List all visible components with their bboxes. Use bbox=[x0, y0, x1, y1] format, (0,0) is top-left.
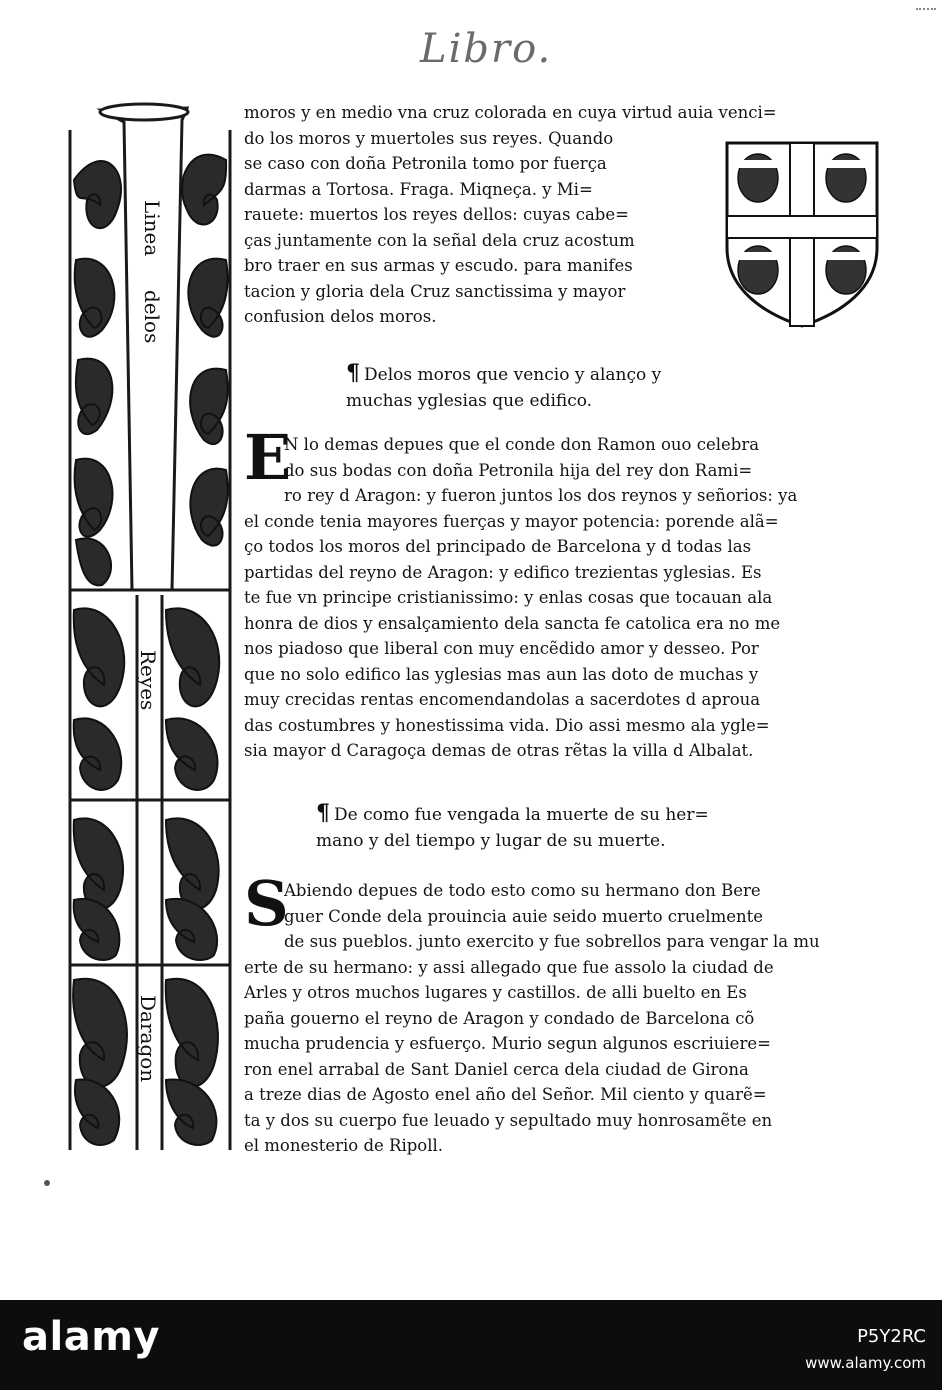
watermark-logo: alamy bbox=[22, 1314, 160, 1360]
pilcrow-icon: ¶ bbox=[346, 360, 360, 386]
text-line: a treze dias de Agosto enel año del Señor. Mil ciento y quarẽ= bbox=[244, 1085, 767, 1104]
text-line: Arles y otros muchos lugares y castillos. de alli buelto en Es bbox=[244, 983, 747, 1002]
scan-speck bbox=[44, 1180, 50, 1186]
heading-line: Delos moros que vencio y alanço y bbox=[364, 365, 662, 385]
text-line: paña gouerno el reyno de Aragon y condado de Barcelona cõ bbox=[244, 1008, 755, 1028]
pilcrow-icon: ¶ bbox=[316, 800, 330, 826]
text-line: que no solo edifico las yglesias mas aun las doto de muchas y bbox=[244, 664, 759, 684]
text-line: mucha prudencia y esfuerço. Murio segun algunos escriuiere= bbox=[244, 1034, 771, 1053]
text-line: el monesterio de Ripoll. bbox=[244, 1136, 444, 1155]
text-line: honra de dios y ensalçamiento dela sancta fe catolica era no me bbox=[244, 613, 781, 633]
border-label-reyes: Reyes bbox=[136, 650, 160, 711]
border-label-delos: delos bbox=[140, 290, 164, 344]
text-line: erte de su hermano: y assi allegado que fue assolo la ciudad de bbox=[244, 957, 774, 977]
heading-line: De como fue vengada la muerte de su her= bbox=[334, 805, 709, 825]
watermark-url: www.alamy.com bbox=[805, 1354, 926, 1372]
running-head: Libro. bbox=[420, 26, 553, 72]
dropcap-initial: E bbox=[244, 421, 292, 494]
text-line: N lo demas depues que el conde don Ramon ouo celebra bbox=[284, 435, 760, 454]
text-line: partidas del reyno de Aragon: y edifico trezientas yglesias. Es bbox=[244, 562, 762, 582]
text-line: das costumbres y honestissima vida. Dio assi mesmo ala ygle= bbox=[244, 715, 770, 735]
text-line: el conde tenia mayores fuerças y mayor potencia: porende alã= bbox=[244, 511, 779, 531]
heading-line: muchas yglesias que edifico. bbox=[346, 391, 593, 411]
text-line: moros y en medio vna cruz colorada en cuya virtud auia venci= bbox=[244, 103, 777, 122]
paragraph-2 bbox=[244, 421, 798, 764]
text-line: guer Conde dela prouincia auie seido muerto cruelmente bbox=[284, 906, 764, 926]
text-line: te fue vn principe cristianissimo: y enlas cosas que tocauan ala bbox=[244, 588, 773, 607]
text-line: sia mayor d Caragoça demas de otras rẽtas la villa d Albalat. bbox=[244, 741, 754, 760]
text-line: ro rey d Aragon: y fueron juntos los dos reynos y señorios: ya bbox=[284, 486, 798, 505]
chapter-heading-2 bbox=[316, 800, 709, 854]
text-line: ron enel arrabal de Sant Daniel cerca dela ciudad de Girona bbox=[244, 1059, 749, 1079]
woodcut-border bbox=[62, 100, 237, 1160]
text-line: darmas a Tortosa. Fraga. Miqneça. y Mi= bbox=[244, 179, 593, 199]
dropcap-initial: S bbox=[244, 867, 289, 940]
text-line: ças juntamente con la señal dela cruz acostum bbox=[244, 230, 635, 250]
text-line: confusion delos moros. bbox=[244, 307, 437, 326]
text-line: Abiendo depues de todo esto como su hermano don Bere bbox=[284, 881, 761, 900]
paragraph-3 bbox=[244, 867, 820, 1159]
chapter-heading-1 bbox=[346, 360, 661, 414]
text-line: se caso con doña Petronila tomo por fuerça bbox=[244, 154, 607, 173]
scan-edge-mark bbox=[916, 8, 936, 14]
text-line: nos piadoso que liberal con muy encẽdido amor y desseo. Por bbox=[244, 639, 759, 658]
border-label-daragon: Daragon bbox=[136, 995, 160, 1083]
text-line: tacion y gloria dela Cruz sanctissima y mayor bbox=[244, 281, 626, 301]
image-code: P5Y2RC bbox=[857, 1326, 926, 1347]
text-line: ta y dos su cuerpo fue leuado y sepultado muy honrosamẽte en bbox=[244, 1110, 773, 1130]
text-line: de sus pueblos. junto exercito y fue sobrellos para vengar la mu bbox=[284, 932, 820, 951]
text-line: do los moros y muertoles sus reyes. Quando bbox=[244, 128, 614, 148]
border-label-linea: Linea bbox=[140, 200, 164, 257]
text-line: muy crecidas rentas encomendandolas a sacerdotes d aproua bbox=[244, 690, 761, 709]
text-line: rauete: muertos los reyes dellos: cuyas cabe= bbox=[244, 205, 629, 224]
heading-line: mano y del tiempo y lugar de su muerte. bbox=[316, 831, 666, 851]
paragraph-1 bbox=[244, 100, 777, 330]
text-line: bro traer en sus armas y escudo. para manifes bbox=[244, 256, 633, 275]
text-line: do sus bodas con doña Petronila hija del rey don Rami= bbox=[284, 460, 753, 480]
text-line: ço todos los moros del principado de Barcelona y d todas las bbox=[244, 537, 752, 556]
